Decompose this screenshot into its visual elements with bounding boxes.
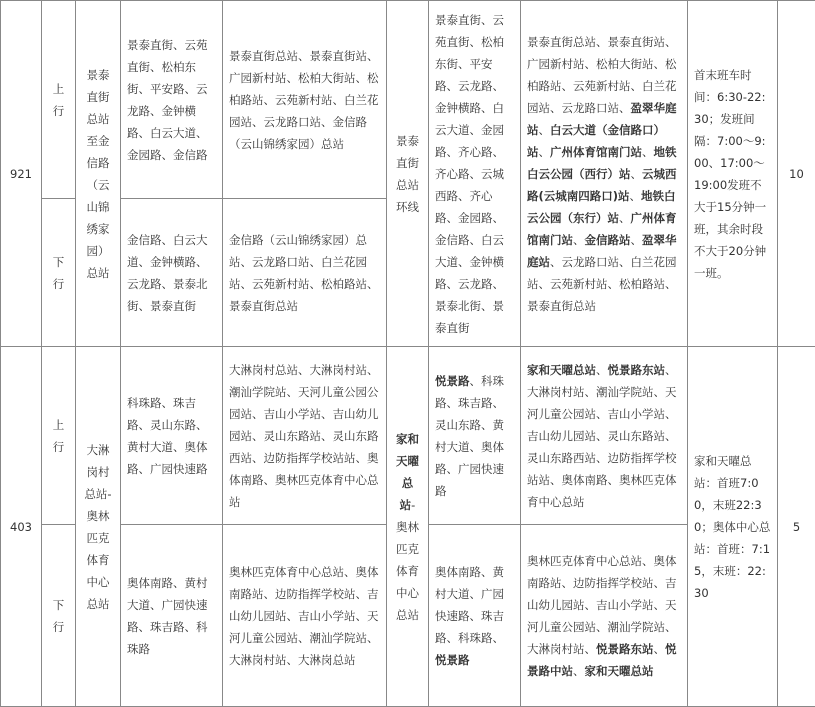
stops-cell: 奥林匹克体育中心总站、奥体南路站、边防指挥学校站、吉山幼儿园站、吉山小学站、天河儿童公园站、潮汕学院站、大淋岗村站、大淋岗总站 <box>223 525 387 707</box>
loop-roads-cell <box>429 525 521 707</box>
terminal-name: 大淋岗村总站-奥林匹克体育中心总站 <box>76 347 121 707</box>
direction-label: 下行 <box>42 199 76 347</box>
stop-text: 、 <box>539 145 551 159</box>
stop-text: 、科珠路、珠吉路、灵山东路、黄村大道、奥体路、广园快速路 <box>435 374 504 498</box>
schedule-cell: 家和天曜总站：首班7:00，末班22:30；奥体中心总站：首班：7:15，末班：22:30 <box>688 347 778 707</box>
bold-stop-text: 云城西路(云城南四路口)站 <box>527 167 677 203</box>
loop-terminal-rest: -奥林匹克体育中心总站 <box>396 498 419 622</box>
vehicle-count: 5 <box>778 347 815 707</box>
vehicle-count: 10 <box>778 1 815 347</box>
bold-stop-text: 盈翠华庭站 <box>527 233 677 269</box>
stop-text: 景泰直街总站、景泰直街站、广园新村站、松柏大街站、松柏路站、云苑新村站、白兰花园站、云龙路口站、 <box>527 35 677 115</box>
bold-stop-text: 家和天曜总站 <box>527 363 596 377</box>
bold-stop-text: 悦景路东站 <box>596 642 654 656</box>
stop-text: 奥林匹克体育中心总站、奥体南路站、边防指挥学校站、吉山幼儿园站、吉山小学站、天河儿童公园站、潮汕学院站、大淋岗村站、 <box>527 554 677 656</box>
loop-roads-cell <box>429 347 521 525</box>
stop-text: 、 <box>654 642 666 656</box>
loop-terminal-name <box>387 347 429 707</box>
stops-cell: 金信路（云山锦绣家园）总站、云龙路口站、白兰花园站、云苑新村站、松柏路站、景泰直街总站 <box>223 199 387 347</box>
stop-text: 、 <box>596 363 608 377</box>
bold-stop-text: 盈翠华庭站 <box>527 101 677 137</box>
loop-stops-cell <box>521 1 688 347</box>
terminal-name: 景泰直街总站至金信路（云山锦绣家园）总站 <box>76 1 121 347</box>
roads-cell: 景泰直街、云苑直街、松柏东街、平安路、云龙路、金钟横路、白云大道、金园路、金信路 <box>121 1 223 199</box>
bold-stop-text: 白云大道（金信路口）站 <box>527 123 665 159</box>
direction-label: 上行 <box>42 347 76 525</box>
bold-stop-text: 地铁白云公园（西行）站 <box>527 145 677 181</box>
stop-text: 奥体南路、黄村大道、广园快速路、珠吉路、科珠路、 <box>435 565 504 645</box>
stop-text: 、 <box>619 211 631 225</box>
roads-cell: 金信路、白云大道、金钟横路、云龙路、景泰北街、景泰直街 <box>121 199 223 347</box>
loop-terminal-bold: 家和天曜总站 <box>396 432 419 512</box>
stop-text: 、 <box>573 233 585 247</box>
stop-text: 、 <box>539 123 551 137</box>
schedule-cell: 首末班车时间：6:30-22:30；发班间隔：7:00～9:00、17:00～19:00发班不大于15分钟一班，其余时段不大于20分钟一班。 <box>688 1 778 347</box>
bold-stop-text: 悦景路中站 <box>527 642 677 678</box>
roads-cell: 奥体南路、黄村大道、广园快速路、珠吉路、科珠路 <box>121 525 223 707</box>
table-row <box>1 347 815 525</box>
direction-label: 下行 <box>42 525 76 707</box>
table-row <box>1 1 815 199</box>
direction-label: 上行 <box>42 1 76 199</box>
route-number: 921 <box>1 1 42 347</box>
stop-text: 、云龙路口站、白兰花园站、云苑新村站、松柏路站、景泰直街总站 <box>527 255 677 313</box>
bold-stop-text: 悦景路 <box>435 653 470 667</box>
loop-terminal-name: 景泰直街总站环线 <box>387 1 429 347</box>
bold-stop-text: 地铁白云公园（东行）站 <box>527 189 676 225</box>
roads-cell: 科珠路、珠吉路、灵山东路、黄村大道、奥体路、广园快速路 <box>121 347 223 525</box>
stop-text: 、 <box>630 189 642 203</box>
stop-text: 、大淋岗村站、潮汕学院站、天河儿童公园站、吉山小学站、吉山幼儿园站、灵山东路站、灵山东路西站、边防指挥学校站站、奥体南路、奥林匹克体育中心总站 <box>527 363 677 509</box>
bold-stop-text: 悦景路 <box>435 374 470 388</box>
stops-cell: 景泰直街总站、景泰直街站、广园新村站、松柏大街站、松柏路站、云苑新村站、白兰花园站、云龙路口站、金信路（云山锦绣家园）总站 <box>223 1 387 199</box>
bold-stop-text: 广州体育馆南门站 <box>550 145 642 159</box>
bold-stop-text: 广州体育馆南门站 <box>527 211 677 247</box>
route-number: 403 <box>1 347 42 707</box>
stop-text: 、 <box>631 233 643 247</box>
stops-cell: 大淋岗村总站、大淋岗村站、潮汕学院站、天河儿童公园公园站、吉山小学站、吉山幼儿园站、灵山东路站、灵山东路西站、边防指挥学校站站、奥体南路、奥林匹克体育中心总站 <box>223 347 387 525</box>
stop-text: 、 <box>631 167 643 181</box>
loop-stops-cell <box>521 347 688 525</box>
stop-text: 、 <box>642 145 654 159</box>
loop-roads-cell: 景泰直街、云苑直街、松柏东街、平安路、云龙路、金钟横路、白云大道、金园路、齐心路、齐心路、云城西路、齐心路、金园路、金信路、白云大道、金钟横路、云龙路、景泰北街、景泰直街 <box>429 1 521 347</box>
loop-stops-cell <box>521 525 688 707</box>
bold-stop-text: 悦景路东站 <box>608 363 666 377</box>
bold-stop-text: 家和天曜总站 <box>585 664 654 678</box>
bold-stop-text: 金信路站 <box>585 233 631 247</box>
stop-text: 、 <box>573 664 585 678</box>
